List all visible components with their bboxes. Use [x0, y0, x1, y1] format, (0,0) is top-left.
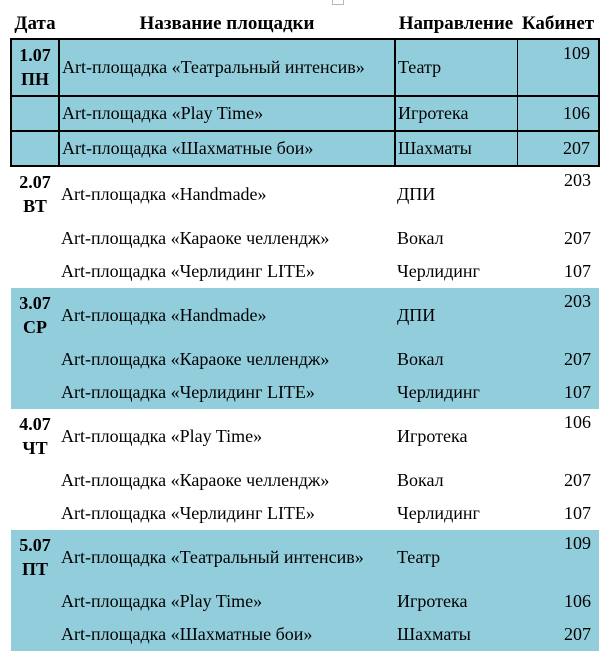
venue-cell: Art-площадка «Play Time»	[59, 585, 395, 618]
room-cell: 107	[564, 503, 591, 523]
table-row	[11, 96, 599, 131]
room-cell: 106	[517, 96, 599, 131]
day-cell	[11, 255, 59, 288]
room-cell: 207	[517, 618, 599, 651]
venue-cell: Art-площадка «Черлидинг LITE»	[61, 261, 315, 281]
table-row	[11, 618, 599, 651]
day-weekday: СР	[23, 317, 47, 337]
venue-cell: Art-площадка «Караоке челлендж»	[61, 228, 330, 248]
direction-cell: Игротека	[395, 96, 517, 131]
room-cell: 207	[517, 131, 599, 166]
table-row	[11, 131, 599, 166]
header-row	[11, 10, 599, 39]
room-cell: 109	[517, 39, 599, 96]
room-cell: 203	[517, 288, 599, 343]
room-cell: 107	[517, 376, 599, 409]
day-weekday: ВТ	[23, 196, 47, 216]
day-cell	[11, 618, 59, 651]
room-cell: 207	[564, 470, 591, 490]
day-cell	[11, 409, 59, 464]
day-cell	[11, 222, 59, 255]
header-direction: Направление	[398, 13, 514, 34]
day-cell	[11, 530, 59, 585]
day-cell	[11, 585, 59, 618]
day-date: 4.07	[19, 414, 51, 434]
direction-cell: Вокал	[395, 343, 517, 376]
day-weekday: ПТ	[21, 559, 48, 579]
table-row	[11, 288, 599, 343]
table-row	[11, 585, 599, 618]
direction-cell: Театр	[395, 530, 517, 585]
venue-cell: Art-площадка «Handmade»	[61, 184, 267, 204]
day-date: 3.07	[19, 293, 51, 313]
table-row	[11, 530, 599, 585]
room-cell: 106	[517, 585, 599, 618]
schedule-table	[10, 10, 600, 651]
day-cell	[11, 288, 59, 343]
table-row	[11, 409, 599, 464]
day-date: 2.07	[19, 172, 51, 192]
day-date: 5.07	[19, 535, 51, 555]
day-date: 1.07	[19, 45, 51, 65]
room-cell: 203	[564, 170, 591, 190]
room-cell: 106	[564, 412, 591, 432]
table-row	[11, 166, 599, 222]
day-cell	[11, 464, 59, 497]
direction-cell: Вокал	[397, 470, 444, 490]
venue-cell: Art-площадка «Караоке челлендж»	[61, 470, 330, 490]
header-date: Дата	[14, 13, 56, 34]
venue-cell: Art-площадка «Шахматные бои»	[59, 618, 395, 651]
table-row	[11, 39, 599, 96]
table-row	[11, 464, 599, 497]
day-cell	[11, 343, 59, 376]
venue-cell: Art-площадка «Театральный интенсив»	[59, 39, 395, 96]
venue-cell: Art-площадка «Handmade»	[59, 288, 395, 343]
venue-cell: Art-площадка «Черлидинг LITE»	[59, 376, 395, 409]
table-row	[11, 497, 599, 530]
direction-cell: ДПИ	[397, 184, 436, 204]
venue-cell: Art-площадка «Шахматные бои»	[59, 131, 395, 166]
direction-cell: Черлидинг	[395, 376, 517, 409]
page-edge-mark	[332, 0, 344, 5]
table-row	[11, 255, 599, 288]
table-row	[11, 222, 599, 255]
day-cell	[11, 131, 59, 166]
venue-cell: Art-площадка «Черлидинг LITE»	[61, 503, 315, 523]
table-row	[11, 343, 599, 376]
day-cell	[11, 39, 59, 96]
room-cell: 107	[564, 261, 591, 281]
day-weekday: ПН	[20, 69, 49, 89]
direction-cell: Вокал	[397, 228, 444, 248]
direction-cell: Игротека	[397, 426, 468, 446]
direction-cell: Шахматы	[395, 131, 517, 166]
day-weekday: ЧТ	[22, 438, 48, 458]
direction-cell: ДПИ	[395, 288, 517, 343]
direction-cell: Игротека	[395, 585, 517, 618]
room-cell: 207	[564, 228, 591, 248]
room-cell: 207	[517, 343, 599, 376]
venue-cell: Art-площадка «Караоке челлендж»	[59, 343, 395, 376]
room-cell: 109	[517, 530, 599, 585]
day-cell	[11, 497, 59, 530]
day-cell	[11, 166, 59, 222]
header-room: Кабинет	[521, 13, 595, 34]
day-cell	[11, 376, 59, 409]
header-venue: Название площадки	[139, 13, 315, 34]
venue-cell: Art-площадка «Play Time»	[61, 426, 263, 446]
day-cell	[11, 96, 59, 131]
direction-cell: Черлидинг	[397, 261, 480, 281]
direction-cell: Шахматы	[395, 618, 517, 651]
venue-cell: Art-площадка «Play Time»	[59, 96, 395, 131]
venue-cell: Art-площадка «Театральный интенсив»	[59, 530, 395, 585]
table-row	[11, 376, 599, 409]
direction-cell: Черлидинг	[397, 503, 480, 523]
direction-cell: Театр	[395, 39, 517, 96]
